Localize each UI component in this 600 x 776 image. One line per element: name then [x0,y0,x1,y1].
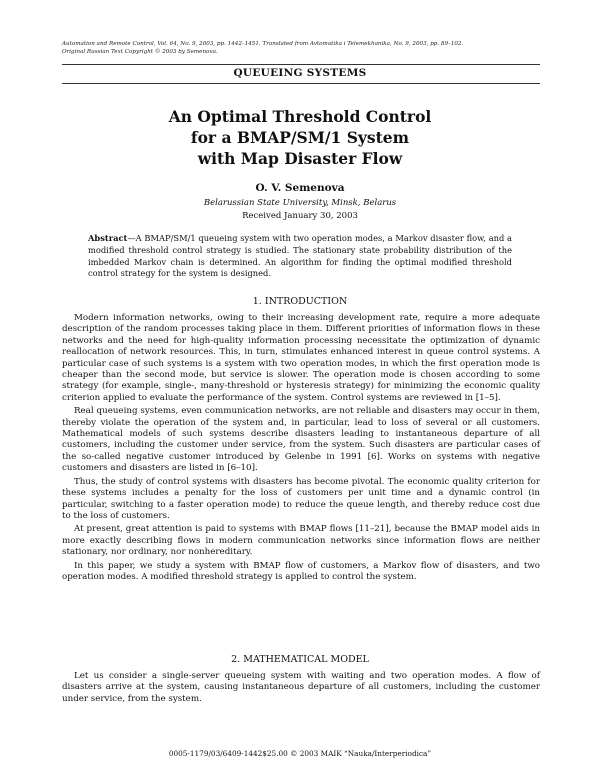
paper-title [0,106,600,169]
section-label: QUEUEING SYSTEMS [233,67,367,79]
title-line-3: with Map Disaster Flow [197,149,403,168]
author-name: O. V. Semenova [255,182,345,194]
paragraph: Thus, the study of control systems with disasters has become pivotal. The economic quality criterion for these systems includes a penalty for the loss of customers per unit time and a dynamic control (in particular, switching to a faster operation mode) to reduce the queue length, and thereby reduce cost due to the loss of customers. [62,476,540,521]
paragraph: Modern information networks, owing to their increasing development rate, require a more adequate description of the random processes taking place in them. Different priorities of information flows in these networks and the need for high-quality information processing necessitate the optimization of dynamic reallocation of network resources. This, in turn, stimulates enhanced interest in queue control systems. A particular case of such systems is a system with two operation modes, in which the first operation mode is cheaper than the second mode, but service is slower. The operation mode is chosen according to some strategy (for example, single-, many-threshold or hysteresis strategy) for minimizing the economic quality criterion applied to evaluate the performance of the system. Control systems are reviewed in [1–5]. [62,313,540,403]
paragraph: At present, great attention is paid to systems with BMAP flows [11–21], because the BMAP model aids in more exactly describing flows in modern communication networks since information flows are neither stationary, nor ordinary, nor nonhereditary. [62,524,540,558]
introduction-body [62,313,540,585]
abstract [88,233,512,280]
journal-line-2: Original Russian Text Copyright © 2003 by Semenova. [62,49,218,55]
section-heading-introduction: 1. INTRODUCTION [252,296,348,307]
page-footer: 0005-1179/03/6409-1442$25.00 © 2003 MAIK “Nauka/Interperiodica” [168,749,432,758]
journal-line-1: Automation and Remote Control, Vol. 64, No. 9, 2003, pp. 1442–1451. Translated from Avtomatika i Telemekhanika, No. 9, 2003, pp. 89–102. [62,41,464,47]
author-affiliation: Belarussian State University, Minsk, Belarus [203,198,397,208]
header-rule-top [62,64,540,65]
received-date: Received January 30, 2003 [242,211,358,221]
header-rule-bottom [62,83,540,84]
title-line-1: An Optimal Threshold Control [168,107,432,126]
abstract-label: Abstract [88,233,128,243]
paragraph: Real queueing systems, even communication networks, are not reliable and disasters may occur in them, thereby violate the operation of the system and, in particular, lead to loss of several or all customers. Mathematical models of such systems describe disasters leading to instantaneous departure of all customers, including the customer under service, from the system. Such disasters are particular cases of the so-called negative customer introduced by Gelenbe in 1991 [6]. Works on systems with negative customers and disasters are listed in [6–10]. [62,406,540,474]
title-line-2: for a BMAP/SM/1 System [190,128,410,147]
paragraph: Let us consider a single-server queueing system with waiting and two operation modes. A flow of disasters arrive at the system, causing instantaneous departure of all customers, including the customer under service, from the system. [62,671,540,704]
abstract-text: —A BMAP/SM/1 queueing system with two operation modes, a Markov disaster flow, and a modified threshold control strategy is studied. The stationary state probability distribution of the imbedded Markov chain is determined. An algorithm for finding the optimal modified threshold control strategy for the system is designed. [88,233,512,279]
journal-citation [62,40,540,56]
section-heading-model: 2. MATHEMATICAL MODEL [231,654,369,665]
paragraph: In this paper, we study a system with BMAP flow of customers, a Markov flow of disasters, and two operation modes. A modified threshold strategy is applied to control the system. [62,560,540,582]
model-body [62,671,540,707]
